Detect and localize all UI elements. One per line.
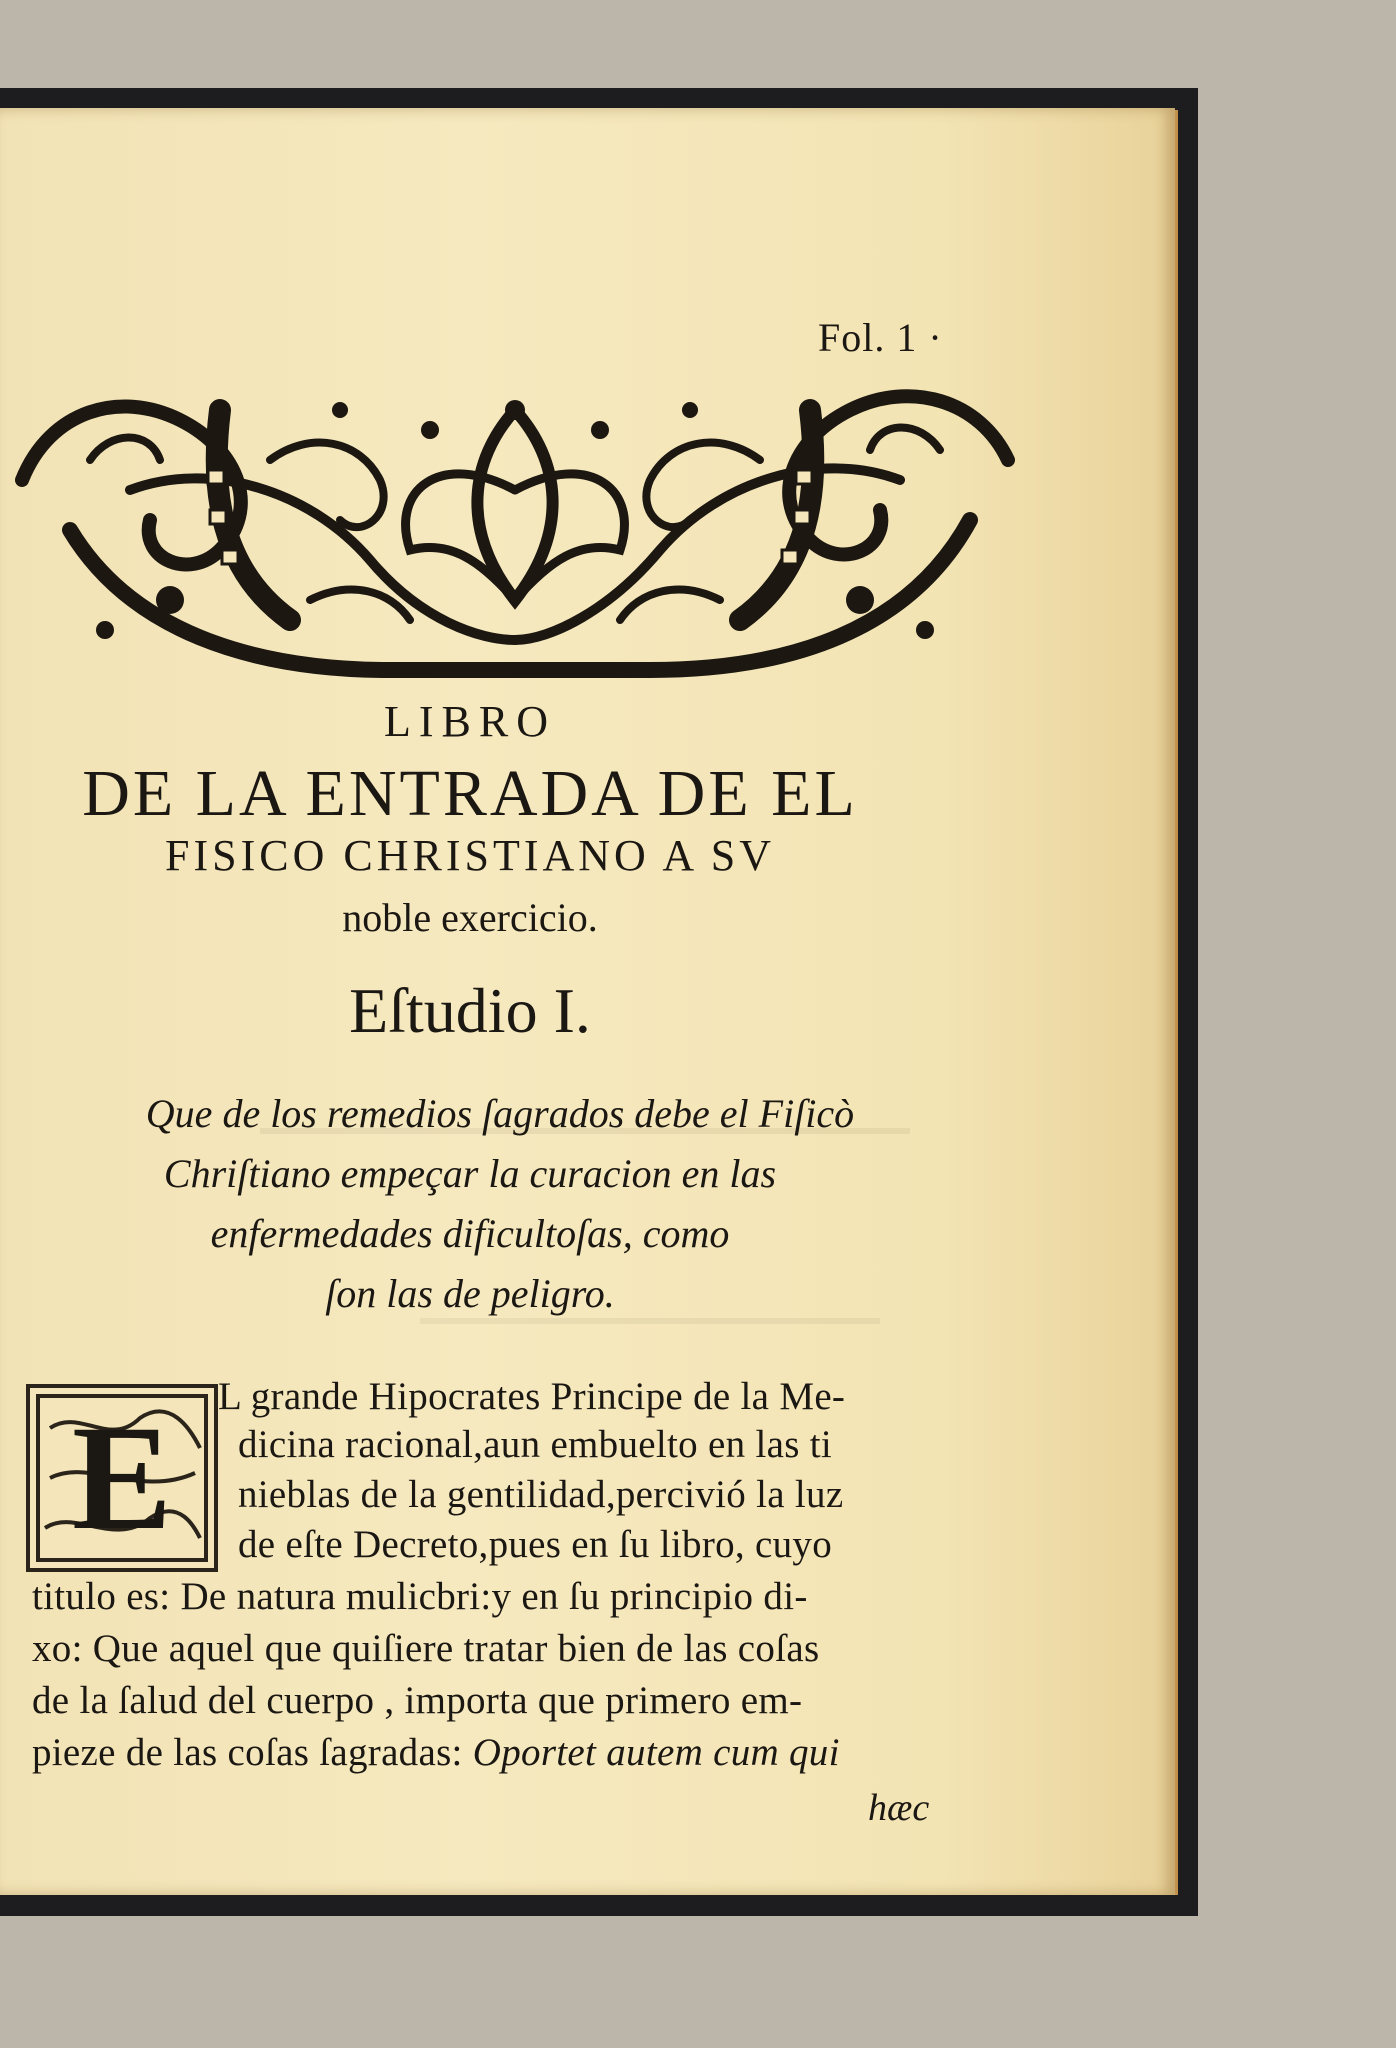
subtitle-line: Que de los remedios ſagrados debe el Fiſicò (145, 1091, 855, 1136)
heading-line-3: noble exercicio. (342, 895, 598, 940)
body-line: titulo es: De natura mulicbri:y en ſu principio di- (32, 1575, 808, 1618)
body-line: nieblas de la gentilidad,percivió la luz (238, 1473, 844, 1516)
folio-number: Fol. 1 · (818, 315, 943, 360)
body-line: de eſte Decreto,pues en ſu libro, cuyo (238, 1523, 833, 1566)
body-line: dicina racional,aun embuelto en las ti (238, 1423, 833, 1466)
body-roman-text: pieze de las coſas ſagradas: (32, 1731, 473, 1774)
ornamental-headpiece (10, 370, 1020, 690)
drop-cap-letter: E (71, 1395, 173, 1561)
heading-line-1: DE LA ENTRADA DE EL (82, 757, 858, 830)
body-line: xo: Que aquel que quiſiere tratar bien de las coſas (32, 1627, 820, 1670)
heading-line-2: FISICO CHRISTIANO A SV (165, 831, 775, 880)
catchword: hæc (868, 1787, 930, 1829)
body-line-last (32, 1730, 840, 1775)
section-title: Eſtudio I. (349, 975, 591, 1046)
decorated-initial (26, 1384, 218, 1572)
heading-libro: LIBRO (384, 697, 556, 746)
book-page (0, 108, 1175, 1895)
show-through-mark (420, 1318, 880, 1324)
latin-quotation: Oportet autem cum qui (472, 1731, 840, 1774)
subtitle-line: ſon las de peligro. (325, 1271, 615, 1316)
body-line: de la ſalud del cuerpo , importa que primero em- (32, 1679, 803, 1722)
subtitle-line: enfermedades dificultoſas, como (210, 1211, 730, 1256)
subtitle-line: Chriſtiano empeçar la curacion en las (163, 1151, 777, 1196)
body-line: L grande Hipocrates Principe de la Me- (218, 1375, 846, 1418)
